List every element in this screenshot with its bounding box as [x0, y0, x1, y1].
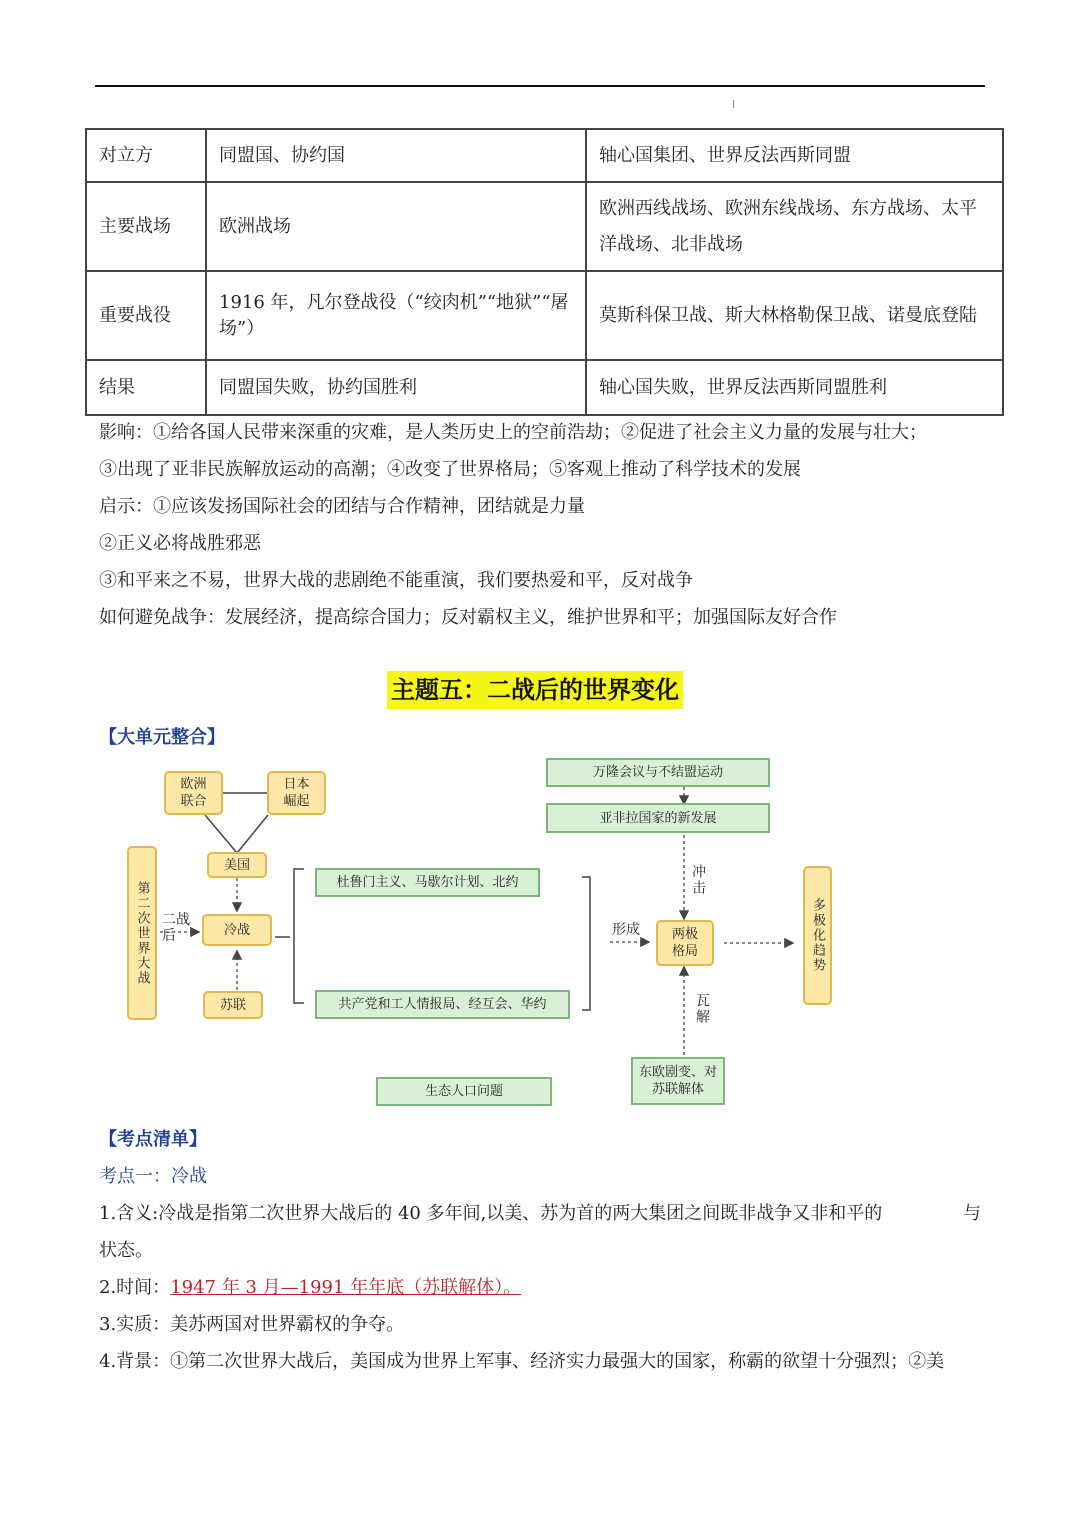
eu-label: 欧洲联合 — [180, 777, 207, 809]
cold-war-background: 4.背景：①第二次世界大战后，美国成为世界上军事、经济实力最强大的国家，称霸的欲望十分强烈；②美 — [99, 1351, 945, 1372]
japan-label: 日本崛起 — [283, 777, 310, 809]
east-policies-label: 共产党和工人情报局、经互会、华约 — [338, 997, 547, 1012]
ussr-label: 苏联 — [219, 997, 246, 1013]
ecology-box — [376, 1077, 552, 1106]
ww2-label: 第二次世界大战 — [134, 880, 150, 986]
ww2-cell: 轴心国失败，世界反法西斯同盟胜利 — [586, 360, 1003, 415]
ww2-cell: 莫斯科保卫战、斯大林格勒保卫战、诺曼底登陆 — [586, 271, 1003, 360]
east-policies-box — [315, 990, 570, 1019]
ww2-box — [127, 846, 157, 1020]
theme-title: 主题五：二战后的世界变化 — [387, 671, 683, 709]
ww2-cell: 轴心国集团、世界反法西斯同盟 — [586, 129, 1003, 182]
row-label: 重要战役 — [86, 271, 206, 360]
japan-box — [267, 771, 326, 815]
lesson-line-3: ③和平来之不易，世界大战的悲剧绝不能重演，我们要热爱和平，反对战争 — [99, 570, 693, 591]
lesson-line-2: ②正义必将战胜邪恶 — [99, 533, 261, 554]
formed-label: 形成 — [612, 922, 640, 938]
west-policies-label: 杜鲁门主义、马歇尔计划、北约 — [336, 875, 519, 890]
postwar-label: 二战后 — [162, 912, 190, 944]
impact-line-1: 影响：①给各国人民带来深重的灾难，是人类历史上的空前浩劫；②促进了社会主义力量的发展与壮大； — [99, 422, 927, 443]
usa-box — [207, 852, 267, 878]
bandung-box — [546, 758, 770, 787]
collapse-label: 瓦解 — [694, 993, 710, 1025]
ww1-cell: 1916 年，凡尔登战役（“绞肉机”“地狱”“屠场”） — [206, 271, 586, 360]
impact-line-2: ③出现了亚非民族解放运动的高潮；④改变了世界格局；⑤客观上推动了科学技术的发展 — [99, 459, 801, 480]
ww1-cell: 同盟国失败，协约国胜利 — [206, 360, 586, 415]
bandung-label: 万隆会议与不结盟运动 — [592, 765, 723, 780]
ecology-label: 生态人口问题 — [424, 1084, 503, 1099]
east-europe-label: 东欧剧变、对苏联解体 — [638, 1065, 717, 1097]
section-points-heading: 【考点清单】 — [99, 1129, 207, 1150]
usa-label: 美国 — [223, 857, 250, 873]
third-world-box — [546, 803, 770, 833]
point-one-heading: 考点一：冷战 — [99, 1166, 207, 1187]
east-europe-box — [631, 1057, 725, 1105]
multipolar-label: 多极化趋势 — [810, 898, 825, 973]
row-label: 结果 — [86, 360, 206, 415]
bipolar-box — [656, 920, 714, 966]
avoid-war-line: 如何避免战争：发展经济，提高综合国力；反对霸权主义，维护世界和平；加强国际友好合作 — [99, 607, 837, 628]
cold-war-essence: 3.实质：美苏两国对世界霸权的争夺。 — [99, 1314, 405, 1335]
ussr-box — [203, 991, 263, 1019]
ww1-cell: 欧洲战场 — [206, 182, 586, 271]
cold-war-label: 冷战 — [223, 922, 250, 938]
time-label: 2.时间： — [99, 1277, 171, 1298]
third-world-label: 亚非拉国家的新发展 — [599, 810, 717, 826]
cold-war-definition: 1.含义:冷战是指第二次世界大战后的 40 多年间,以美、苏为首的两大集团之间既非战争又非和平的 — [99, 1203, 883, 1224]
west-policies-box — [315, 868, 540, 897]
eu-box — [164, 771, 223, 815]
time-value: 1947 年 3 月—1991 年年底（苏联解体）。 — [170, 1277, 522, 1298]
row-label: 主要战场 — [86, 182, 206, 271]
lesson-line-1: 启示：①应该发扬国际社会的团结与合作精神，团结就是力量 — [99, 496, 585, 517]
cold-war-definition-tail: 与 — [963, 1203, 981, 1224]
ww1-cell: 同盟国、协约国 — [206, 129, 586, 182]
section-unit-heading: 【大单元整合】 — [99, 727, 225, 748]
impact-label: 冲击 — [690, 864, 706, 896]
cold-war-box — [202, 914, 272, 946]
bipolar-label: 两极格局 — [671, 927, 698, 959]
cold-war-time — [99, 1273, 521, 1299]
cold-war-definition-end: 状态。 — [99, 1240, 153, 1261]
row-label: 对立方 — [86, 129, 206, 182]
multipolar-box — [803, 866, 832, 1005]
ww2-cell: 欧洲西线战场、欧洲东线战场、东方战场、太平洋战场、北非战场 — [586, 182, 1003, 271]
